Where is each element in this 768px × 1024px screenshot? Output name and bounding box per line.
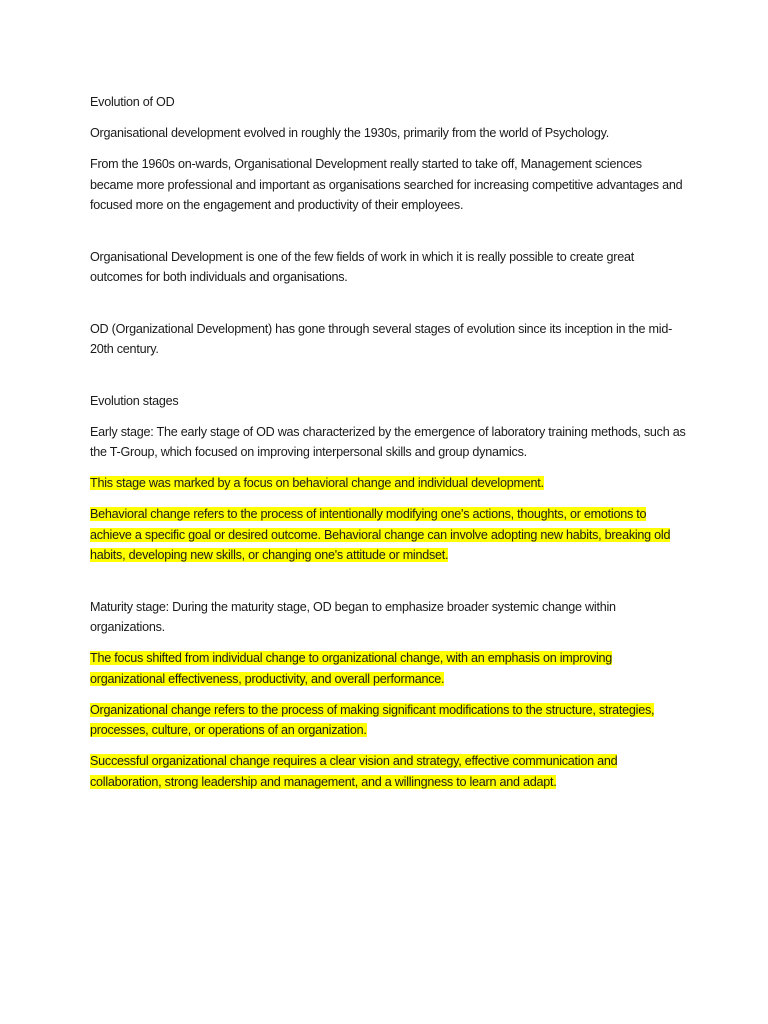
document-body (90, 92, 686, 803)
paragraph-maturity-highlight-2 (90, 700, 686, 741)
section-heading-evolution-stages: Evolution stages (90, 393, 179, 408)
highlighted-text: This stage was marked by a focus on behavioral change and individual development. (90, 476, 544, 490)
paragraph-early-highlight-1 (90, 473, 686, 494)
paragraph-maturity-stage: Maturity stage: During the maturity stage, OD began to emphasize broader systemic change within organizations. (90, 599, 616, 634)
paragraph-origins: Organisational development evolved in roughly the 1930s, primarily from the world of Psychology. (90, 126, 609, 140)
document-title: Evolution of OD (90, 95, 175, 109)
paragraph-od-outcomes: Organisational Development is one of the few fields of work in which it is really possible to create great outcomes for both individuals and organisations. (90, 249, 635, 284)
paragraph-early-highlight-2 (90, 504, 686, 566)
paragraph-od-stages-intro: OD (Organizational Development) has gone through several stages of evolution since its inception in the mid-20th century. (90, 321, 673, 356)
paragraph-early-stage: Early stage: The early stage of OD was characterized by the emergence of laboratory training methods, such as the T-Group, which focused on improving interpersonal skills and group dynamics. (90, 424, 686, 459)
highlighted-text: Behavioral change refers to the process of intentionally modifying one's actions, thoughts, or emotions to achieve a specific goal or desired outcome. Behavioral change can involve adopting new habits, breaking old habits, developing new skills, or changing one's attitude or mindset. (90, 507, 671, 562)
highlighted-text: The focus shifted from individual change to organizational change, with an emphasis on improving organizational effectiveness, productivity, and overall performance. (90, 651, 613, 686)
paragraph-maturity-highlight-1 (90, 648, 686, 689)
highlighted-text: Successful organizational change requires a clear vision and strategy, effective communication and collaboration, strong leadership and management, and a willingness to learn and adapt. (90, 754, 618, 789)
paragraph-maturity-highlight-3 (90, 751, 686, 792)
highlighted-text: Organizational change refers to the process of making significant modifications to the structure, strategies, processes, culture, or operations of an organization. (90, 702, 655, 737)
paragraph-1960s: From the 1960s on-wards, Organisational Development really started to take off, Management sciences became more professional and important as organisations searched for increasing competitive advantages and focused more on the engagement and productivity of their employees. (90, 157, 683, 212)
